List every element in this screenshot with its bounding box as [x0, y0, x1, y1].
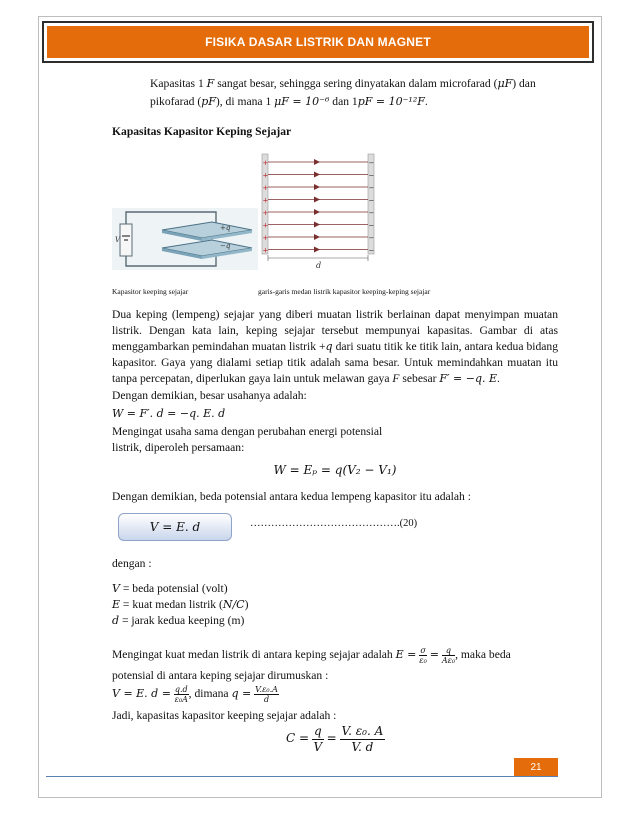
- intro-line-1: Kapasitas 1 F sangat besar, sehingga sering dinyatakan dalam microfarad (μF) dan: [150, 77, 536, 90]
- positive-sign: +: [262, 159, 269, 167]
- equation-box-formula: V = E. d: [149, 520, 201, 534]
- field-arrow-icon: [314, 209, 320, 215]
- page-header: [42, 21, 594, 63]
- negative-sign: −: [368, 221, 375, 230]
- field-arrow-icon: [314, 222, 320, 228]
- negative-sign: −: [368, 234, 375, 242]
- positive-sign: +: [262, 171, 269, 180]
- negative-sign: −: [368, 209, 375, 217]
- paragraph-field-formula: Mengingat kuat medan listrik di antara keping sejajar adalah E = $\frac{\sigma}{\text{ε₀}}$ = $\frac{q}{\text{Aε₀}}$ , maka beda: [112, 645, 511, 665]
- negative-sign: −: [368, 196, 375, 205]
- positive-sign: +: [262, 184, 269, 192]
- battery-label: V: [115, 236, 121, 244]
- footer-rule: [46, 776, 558, 777]
- paragraph-explanation: Dua keping (lempeng) sejajar yang diberi muatan listrik berlainan dapat menyimpan muatan listrik. Dengan kata lain, keping sejajar tersebut mempunyai kapasitas. Gambar di atas menggambarkan pemindahan muatan listrik +q dari suatu titik ke titik lain, antara kedua bidang kapasitor. Gaya yang dialami setiap titik adalah sama besar. Untuk memindahkan muatan itu tanpa percepatan, diperlukan gaya lain untuk melawan gaya F sebesar F′ = −q. E.: [112, 308, 559, 385]
- field-arrow-icon: [314, 172, 320, 178]
- positive-sign: +: [262, 221, 269, 230]
- paragraph-work-intro: Dengan demikian, besar usahanya adalah:: [112, 389, 307, 402]
- field-lines-diagram: [258, 152, 378, 270]
- figure-caption-right: garis-garis medan listrik kapasitor keeping-keping sejajar: [258, 287, 431, 296]
- equation-work: W = F′. d = −q. E. d: [112, 407, 226, 420]
- distance-label: d: [316, 261, 322, 270]
- equation-number: …………………………………….(20): [250, 518, 418, 529]
- section-heading: Kapasitas Kapasitor Keping Sejajar: [112, 125, 292, 138]
- field-arrow-icon: [314, 159, 320, 165]
- positive-sign: +: [262, 209, 269, 217]
- field-arrow-icon: [314, 234, 320, 240]
- definition-voltage: V = beda potensial (volt): [112, 582, 228, 595]
- definition-field: E = kuat medan listrik (N/C): [112, 598, 249, 611]
- paragraph-potential-line-1: Mengingat usaha sama dengan perubahan energi potensial: [112, 425, 383, 438]
- header-title: FISIKA DASAR LISTRIK DAN MAGNET: [47, 26, 589, 58]
- page-number: 21: [514, 758, 558, 776]
- negative-sign: −: [368, 171, 375, 180]
- positive-sign: +: [262, 234, 269, 242]
- plus-q-label: +q: [220, 224, 231, 232]
- negative-sign: −: [368, 246, 375, 255]
- figure-caption-left: Kapasitor keeping sejajar: [112, 287, 189, 296]
- negative-sign: −: [368, 159, 375, 167]
- paragraph-capacitance: Jadi, kapasitas kapasitor keeping sejajar adalah :: [112, 709, 337, 722]
- minus-q-label: −q: [220, 242, 231, 250]
- definition-distance: d = jarak kedua keeping (m): [112, 614, 245, 627]
- field-arrow-icon: [314, 197, 320, 203]
- equation-potential-energy: W = Eₚ = q(V₂ − V₁): [273, 463, 397, 477]
- positive-sign: +: [262, 246, 269, 255]
- equation-box: [118, 513, 232, 541]
- intro-line-2: pikofarad (pF), di mana 1 μF = 10⁻⁶ dan 1pF = 10⁻¹²F.: [150, 95, 428, 108]
- field-arrow-icon: [314, 247, 320, 253]
- paragraph-field-formula-line-2: potensial di antara keping sejajar dirumuskan :: [112, 669, 329, 682]
- positive-sign: +: [262, 196, 269, 205]
- capacitor-diagram: [112, 208, 258, 270]
- paragraph-potential-line-2: listrik, diperoleh persamaan:: [112, 441, 245, 454]
- field-arrow-icon: [314, 184, 320, 190]
- equation-voltage: V = E. d = $\frac{q.d}{\text{ε₀A}}$ , dimana q = $\frac{\text{V.ε₀.A}}{d}$: [112, 684, 278, 704]
- paragraph-potential-difference: Dengan demikian, beda potensial antara kedua lempeng kapasitor itu adalah :: [112, 490, 471, 503]
- equation-capacitance: C = $\frac{q}{V}$ = $\frac{\text{V. ε₀. A}}{V. d}$: [286, 724, 384, 754]
- negative-sign: −: [368, 184, 375, 192]
- dengan-label: dengan :: [112, 557, 152, 570]
